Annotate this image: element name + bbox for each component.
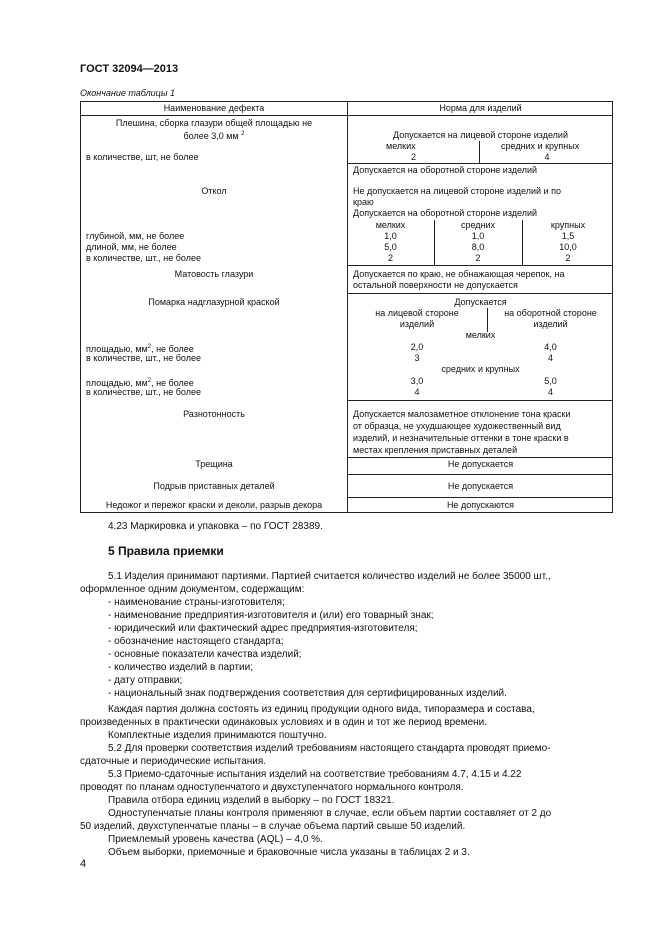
r5-bottom-divider [347, 457, 612, 458]
defects-table [80, 101, 613, 513]
para-5-1-line1: 5.1 Изделия принимают партиями. Партией считается количество изделий не более 35000 шт., [108, 571, 551, 582]
r2-depth-label: глубиной, мм, не более [86, 231, 185, 241]
r4-sub-divider [487, 308, 488, 332]
col1-header: Наименование дефекта [163, 103, 265, 113]
r2-length-mid: 8,0 [471, 242, 485, 252]
r2-bottom-divider [347, 265, 612, 266]
list-item: - наименование предприятия-изготовителя и (или) его товарный знак; [108, 610, 434, 621]
r3-norm-line2: остальной поверхности не допускается [353, 280, 518, 290]
r2-norm1-line2: краю [353, 197, 374, 207]
para-complete: Комплектные изделия принимаются поштучно. [108, 730, 327, 741]
list-item: - дату отправки; [108, 675, 183, 686]
r2-h-mid: средних [460, 220, 496, 230]
r8-name: Недожог и пережог краски и деколи, разрыв декора [105, 500, 323, 510]
r2-depth-large: 1,5 [561, 231, 575, 241]
r1-sub-mid-large: средних и крупных [501, 141, 580, 151]
r2-depth-small: 1,0 [384, 231, 397, 241]
r2-norm1-line1: Не допускается на лицевой стороне изделий и по [353, 186, 561, 196]
r4-g1-area-label: площадью, $мм^2$, не более [86, 344, 194, 354]
r1-norm2: Допускается на оборотной стороне изделий [353, 165, 538, 175]
para-5-2-line2: сдаточные и периодические испытания. [80, 756, 267, 767]
r2-h-large: крупных [550, 220, 586, 230]
r2-depth-mid: 1,0 [471, 231, 485, 241]
r3-norm-line1: Допускается по краю, не обнажающая черепок, на [353, 269, 565, 279]
r4-g2-area-face: 3,0 [410, 376, 424, 386]
r8-norm: Не допускаются [446, 500, 515, 510]
r2-count-label: в количестве, шт., не более [86, 253, 201, 263]
list-item: - количество изделий в партии; [108, 662, 253, 673]
r1-count-label: в количестве, шт, не более [86, 152, 199, 162]
para-batch-line1: Каждая партия должна состоять из единиц продукции одного вида, типоразмера и состава, [108, 704, 535, 715]
r2-length-small: 5,0 [384, 242, 397, 252]
r4-g2-count-face: 4 [414, 387, 420, 397]
r1-name-line1: Плешина, сборка глазури общей площадью не [115, 118, 313, 128]
r5-norm-line1: Допускается малозаметное отклонение тона краски [353, 409, 571, 419]
r1-v-mid-large: 4 [544, 152, 550, 162]
r2-count-mid: 2 [475, 253, 481, 263]
table-caption: Окончание таблицы 1 [80, 88, 175, 98]
r4-g1-count-label: в количестве, шт., не более [86, 353, 201, 363]
r3-bottom-divider [347, 293, 612, 294]
r2-count-large: 2 [565, 253, 571, 263]
para-plans-line2: 50 изделий, двухступенчатые планы – в случае объема партий свыше 50 изделий. [80, 821, 466, 832]
r4-g1-count-face: 3 [414, 353, 420, 363]
r4-bottom-divider [347, 400, 612, 401]
page-number: 4 [80, 858, 87, 870]
para-batch-line2: произведенных в практически одинаковых условиях и в один и тот же период времени. [80, 717, 488, 728]
list-item: - национальный знак подтверждения соответствия для сертифицированных изделий. [108, 688, 507, 699]
list-item: - наименование страны-изготовителя; [108, 597, 285, 608]
para-sample-size: Объем выборки, приемочные и браковочные числа указаны в таблицах 2 и 3. [108, 847, 470, 858]
r4-g1-area-face: 2,0 [410, 342, 424, 352]
header-divider [81, 115, 612, 116]
para-5-1-line2: оформленное одним документом, содержащим: [80, 584, 305, 595]
r4-g2-count-label: в количестве, шт., не более [86, 387, 201, 397]
r2-length-label: длиной, мм, не более [86, 242, 177, 252]
section-title: 5 Правила приемки [108, 544, 224, 558]
r1-sub-small: мелких [386, 141, 416, 151]
r4-g1-area-back: 4,0 [544, 342, 557, 352]
list-item: - основные показатели качества изделий; [108, 649, 302, 660]
r4-group2-label: средних и крупных [441, 364, 520, 374]
r4-g1-count-back: 4 [547, 353, 553, 363]
r4-back-line1: на оборотной стороне [504, 308, 597, 318]
r4-norm: Допускается [454, 297, 507, 307]
r7-norm: Не допускается [447, 481, 514, 491]
r2-count-small: 2 [387, 253, 393, 263]
clause-4-23: 4.23 Маркировка и упаковка – по ГОСТ 28389. [108, 521, 323, 532]
r4-g2-area-back: 5,0 [544, 376, 557, 386]
para-5-2-line1: 5.2 Для проверки соответствия изделий требованиям настоящего стандарта проводят приемо- [108, 743, 551, 754]
document-code: ГОСТ 32094—2013 [80, 63, 179, 75]
list-item: - обозначение настоящего стандарта; [108, 636, 284, 647]
para-5-3-line2: проводят по планам одноступенчатого и двухступенчатого нормального контроля. [80, 782, 464, 793]
r2-name: Откол [201, 186, 227, 196]
r1-norm1: Допускается на лицевой стороне изделий [393, 130, 568, 140]
r4-face-line1: на лицевой стороне [375, 308, 459, 318]
r3-name: Матовость глазури [174, 269, 254, 279]
para-5-3-line1: 5.3 Приемо-сдаточные испытания изделий на соответствие требованиям 4.7, 4.15 и 4.22 [108, 769, 522, 780]
r7-name: Подрыв приставных деталей [153, 481, 275, 491]
r7-bottom-divider [347, 497, 612, 498]
r6-norm: Не допускается [447, 459, 514, 469]
r2-h-small: мелких [375, 220, 406, 230]
r5-norm-line2: от образца, не ухудшающее художественный вид [353, 421, 561, 431]
para-sampling: Правила отбора единиц изделий в выборку – по ГОСТ 18321. [108, 795, 395, 806]
r4-name: Помарка надглазурной краской [148, 297, 280, 307]
col2-header: Норма для изделий [439, 103, 522, 113]
r5-norm-line4: местах крепления приставных деталей [353, 445, 518, 455]
list-item: - юридический или фактический адрес предприятия-изготовителя; [108, 623, 418, 634]
para-plans-line1: Одноступенчатые планы контроля применяют в случае, если объем партии составляет от 2 до [108, 808, 552, 819]
r4-group1-label: мелких [465, 330, 496, 340]
r1-name-line2: более 3,0 мм $^2$ [183, 131, 245, 141]
r4-face-line2: изделий [399, 319, 435, 329]
r6-name: Трещина [195, 459, 233, 469]
r2-norm2: Допускается на оборотной стороне изделий [353, 208, 538, 218]
r1-norm-divider [347, 163, 612, 164]
r2-length-large: 10,0 [559, 242, 577, 252]
r5-name: Разнотонность [183, 409, 245, 419]
r4-back-line2: изделий [533, 319, 568, 329]
r5-norm-line3: изделий, и незначительные оттенки в тоне краски в [353, 433, 569, 443]
r4-g2-count-back: 4 [547, 387, 553, 397]
r1-v-small: 2 [410, 152, 416, 162]
r4-g2-area-label: площадью, $мм^2$, не более [86, 378, 194, 388]
para-aql: Приемлемый уровень качества (AQL) – 4,0 %. [108, 834, 323, 845]
r6-bottom-divider [347, 474, 612, 475]
